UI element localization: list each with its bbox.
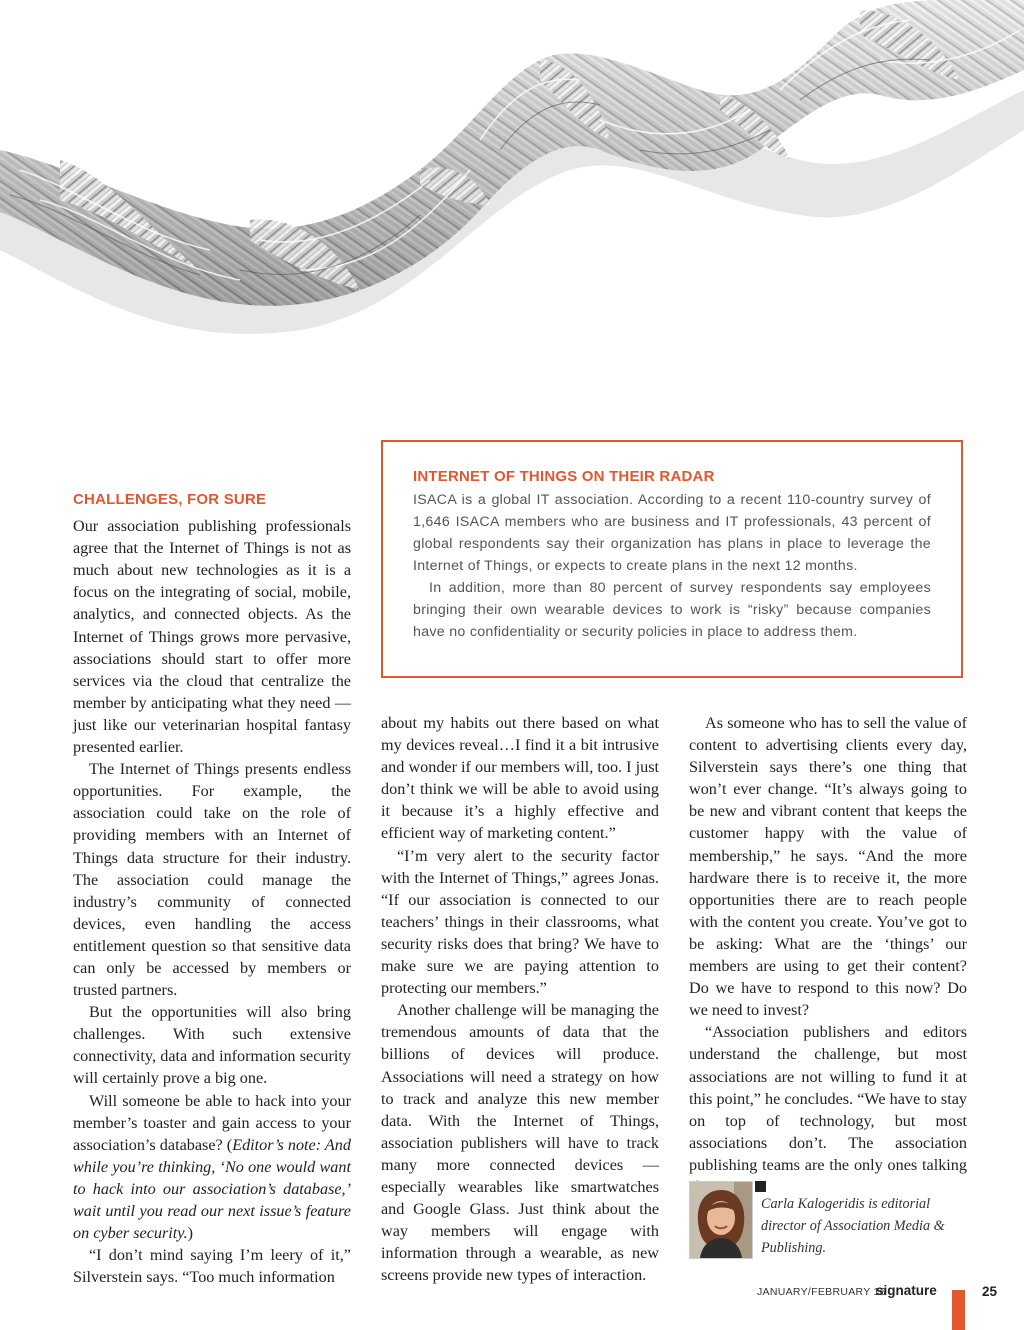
article-column-2 — [381, 712, 659, 1286]
author-photo — [689, 1181, 753, 1259]
body-paragraph: Our association publishing professionals agree that the Internet of Things is not as much about new technologies as it is a focus on the integrating of social, mobile, analytics, and connected objects. As the Internet of Things grows more pervasive, associations should start to offer more services via the cloud that centralize the member by anticipating what they need — just like our veterinarian hospital fantasy presented earlier. — [73, 517, 351, 757]
body-paragraph: But the opportunities will also bring challenges. With such extensive connectivity, data and information security will certainly prove a big one. — [73, 1003, 351, 1088]
body-text: “Association publishers and editors understand the challenge, but most associations are not willing to fund it at this point,” he concludes. “We have to stay on top of technology, but most associations don’t. The association publishing teams are the only ones talking — [689, 1023, 967, 1174]
editor-note: Editor’s note: And while you’re thinking, ‘No one would want to hack into our association’s database,’ wait until you read our next issue’s feature on cyber security. — [73, 1135, 351, 1243]
magazine-name: signature — [876, 1283, 937, 1298]
body-paragraph: about my habits out there based on what my devices reveal…I find it a bit intrusive and wonder if our members will, too. I just don’t think we will be able to avoid using it because it’s a highly effective and efficient way of marketing content.” — [381, 714, 659, 843]
page-footer — [740, 1280, 1024, 1330]
body-paragraph: “I don’t mind saying I’m leery of it,” Silverstein says. “Too much information — [73, 1246, 351, 1287]
callout-paragraph: In addition, more than 80 percent of survey respondents say employees bringing their own wearable devices to work is “risky” because companies have no confidentiality or security policies in place to address them. — [413, 580, 931, 640]
body-paragraph: Another challenge will be managing the tremendous amounts of data that the billions of devices will produce. Associations will need a strategy on how to track and analyze this new member data. With the Internet of Things, association publishers will have to track many more connected devices — especially wearables like smartwatches and Google Glass. Just think about the way members will engage with information through a wearable, as new screens provide new types of interaction. — [381, 1001, 659, 1285]
author-bio-text: Carla Kalogeridis is editorial director of Association Media & Publishing. — [761, 1196, 945, 1256]
body-paragraph: As someone who has to sell the value of content to advertising clients every day, Silverstein says there’s one thing that won’t ever change. “It’s always going to be new and vibrant content that keeps the customer happy with the value of membership,” he says. “And the more hardware there is to receive it, the more opportunities there are to reach people with the content you create. You’ve got to be asking: What are the ‘things’ our members are using to get their content? Do we have to respond to this now? Do we need to invest? — [689, 714, 967, 1020]
section-heading: CHALLENGES, FOR SURE — [73, 491, 267, 508]
article-column-1 — [73, 489, 351, 1288]
accent-bar — [952, 1290, 965, 1330]
issue-date: JANUARY/FEBRUARY 16 — [757, 1286, 886, 1298]
author-bio — [689, 1181, 969, 1257]
body-paragraph: “I’m very alert to the security factor with the Internet of Things,” agrees Jonas. “If our association is connected to our teachers’ things in their classrooms, what security risks does that bring? We have to make sure we are paying attention to protecting our members.” — [381, 846, 659, 998]
body-text: ) — [187, 1224, 194, 1243]
callout-title: INTERNET OF THINGS ON THEIR RADAR — [413, 468, 715, 485]
sidebar-callout — [381, 440, 963, 678]
article-column-3 — [689, 712, 967, 1198]
page-number: 25 — [982, 1284, 998, 1299]
twisted-cable-photo — [0, 0, 1024, 420]
body-text: Will someone be able to hack into your member’s toaster and gain access to your association’s database? ( — [73, 1091, 351, 1154]
body-paragraph — [73, 1090, 351, 1245]
body-paragraph: The Internet of Things presents endless opportunities. For example, the association could take on the role of providing members with an Internet of Things data structure for their industry. The association could manage the industry’s community of connected devices, even handling the access entitlement question so that sensitive data can only be accessed by members or trusted partners. — [73, 760, 351, 1000]
author-portrait-icon — [690, 1182, 752, 1258]
callout-paragraph: ISACA is a global IT association. According to a recent 110-country survey of 1,646 ISACA members who are business and IT professionals, 43 percent of global respondents say their organization has plans in place to leverage the Internet of Things, or expects to create plans in the next 12 months. — [413, 492, 931, 574]
body-paragraph — [689, 1021, 967, 1198]
